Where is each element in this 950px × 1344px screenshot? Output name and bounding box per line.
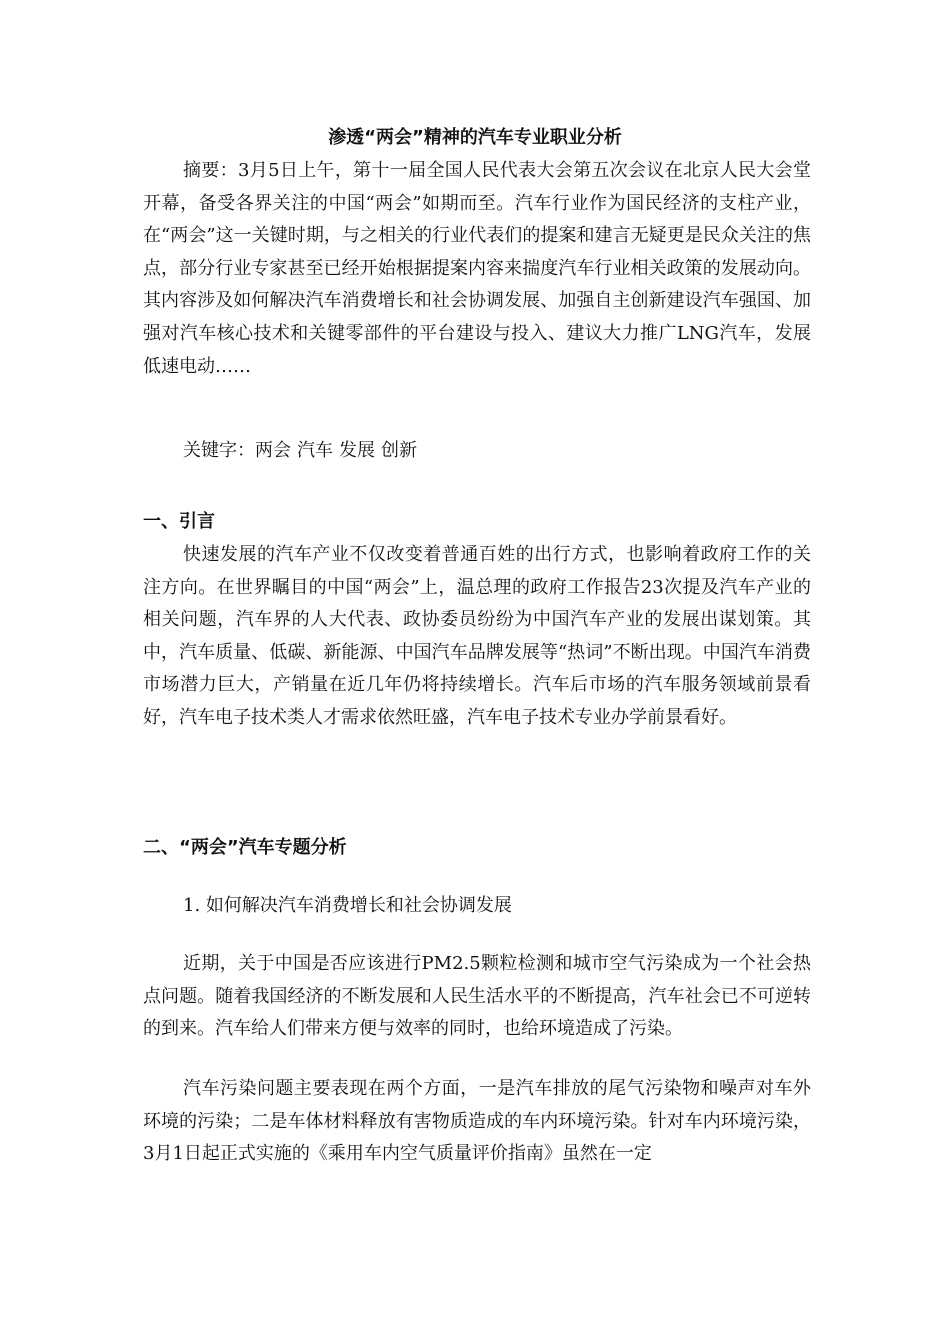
abstract-paragraph: 摘要：3月5日上午，第十一届全国人民代表大会第五次会议在北京人民大会堂开幕，备受各界关注的中国“两会”如期而至。汽车行业作为国民经济的支柱产业，在“两会”这一关键时期，与之相关的行业代表们的提案和建言无疑更是民众关注的焦点，部分行业专家甚至已经开始根据提案内容来揣度汽车行业相关政策的发展动向。其内容涉及如何解决汽车消费增长和社会协调发展、加强自主创新建设汽车强国、加强对汽车核心技术和关键零部件的平台建设与投入、建议大力推广LNG汽车，发展低速电动…… (143, 160, 811, 377)
keywords-line (183, 437, 803, 465)
keyword-item: 汽车 (297, 440, 333, 461)
keyword-item: 两会 (255, 440, 291, 461)
section-1-heading: 一、引言 (143, 511, 215, 532)
section-1-paragraph: 快速发展的汽车产业不仅改变着普通百姓的出行方式，也影响着政府工作的关注方向。在世界瞩目的中国“两会”上，温总理的政府工作报告23次提及汽车产业的相关问题，汽车界的人大代表、政协委员纷纷为中国汽车产业的发展出谋划策。其中，汽车质量、低碳、新能源、中国汽车品牌发展等“热词”不断出现。中国汽车消费市场潜力巨大，产销量在近几年仍将持续增长。汽车后市场的汽车服务领域前景看好，汽车电子技术类人才需求依然旺盛，汽车电子技术专业办学前景看好。 (143, 544, 811, 728)
subsection-1-heading: 1. 如何解决汽车消费增长和社会协调发展 (183, 895, 512, 916)
keyword-item: 创新 (381, 440, 417, 461)
keywords-label: 关键字： (183, 440, 255, 461)
section-2-heading: 二、“两会”汽车专题分析 (143, 837, 347, 858)
keyword-item: 发展 (339, 440, 375, 461)
subsection-1-paragraph-1: 近期，关于中国是否应该进行PM2.5颗粒检测和城市空气污染成为一个社会热点问题。随着我国经济的不断发展和人民生活水平的不断提高，汽车社会已不可逆转的到来。汽车给人们带来方便与效率的同时，也给环境造成了污染。 (143, 953, 811, 1040)
document-title: 渗透“两会”精神的汽车专业职业分析 (328, 127, 622, 148)
subsection-1-paragraph-2: 汽车污染问题主要表现在两个方面，一是汽车排放的尾气污染物和噪声对车外环境的污染；二是车体材料释放有害物质造成的车内环境污染。针对车内环境污染， 3月1日起正式实施的《乘用车内空气质量评价指南》虽然在一定 (143, 1078, 811, 1165)
